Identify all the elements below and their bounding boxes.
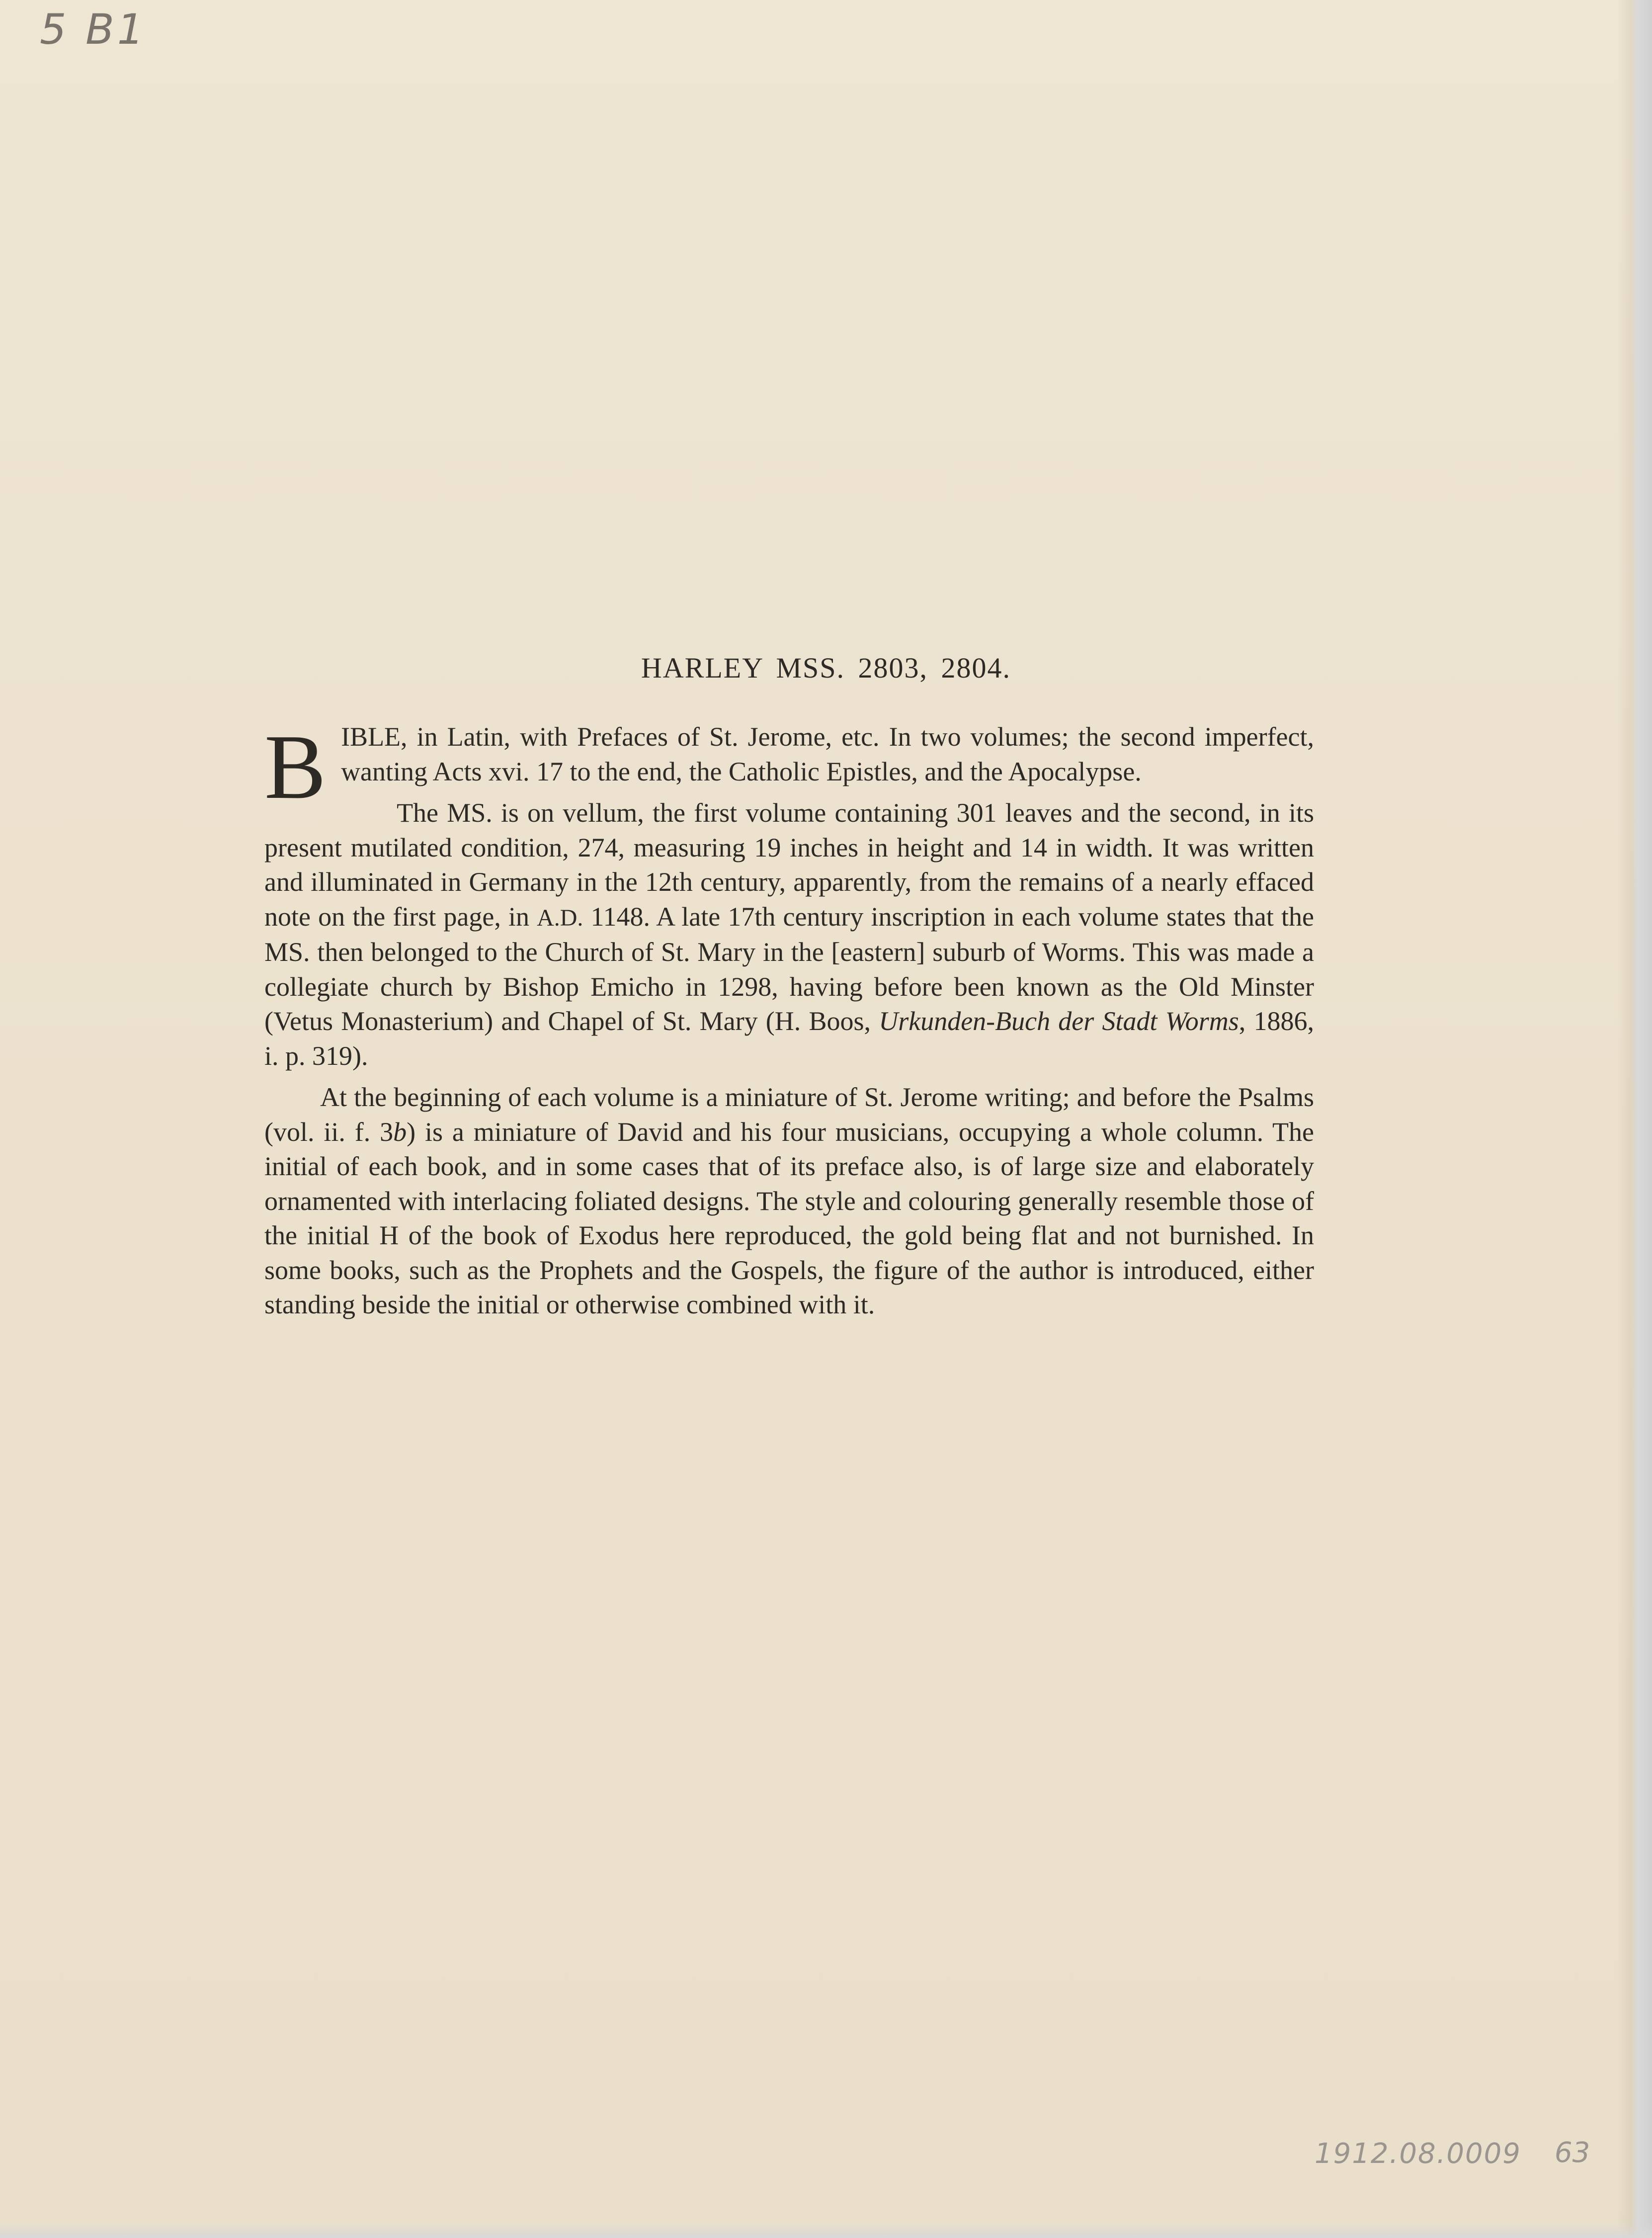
paragraph-1-text: IBLE, in Latin, with Prefaces of St. Jerome, etc. In two volumes; the second imperfect, wanting Acts xvi. 17 to the end, the Catholic Epistles, and the Apocalypse. [341,722,1314,786]
citation-title: Urkunden-Buch der Stadt Worms [879,1006,1239,1036]
paragraph-2-text-c: , 1886, i. p. 319). [264,1006,1314,1071]
drop-cap-letter: B [264,716,327,818]
paragraph-2-text-b: 1148. A late 17th century inscription in each volume states that the MS. then belonged to the Church of St. Mary in the [eastern] suburb of Worms. This was made a collegiate church by Bishop Emicho in 1298, having before been known as the Old Minster (Vetus Monasterium) and Chapel of St. Mary (H. Boos, [264,901,1314,1036]
pencil-shelf-mark: 5 B1 [40,5,147,54]
paragraph-3-text-b: ) is a miniature of David and his four musicians, occupying a whole column. The initial of each book, and in some cases that of its preface also, is of large size and elaborately ornamented with interlacing foliated designs. The style and colouring generally resemble those of the initial H of the book of Exodus here reproduced, the gold being flat and not burnished. In some books, such as the Prophets and the Gospels, the figure of the author is introduced, either standing beside the initial or otherwise combined with it. [264,1117,1314,1319]
pencil-page-number: 63 [1555,2137,1590,2169]
era-abbreviation: A.D. [537,904,583,931]
paragraph-3-text-a: At the beginning of each volume is a miniature of St. Jerome writing; and before the Psalms (vol. ii. f. 3 [264,1082,1314,1147]
document-title: HARLEY MSS. 2803, 2804. [641,652,1011,684]
folio-suffix: b [393,1117,407,1147]
page-bottom-shadow [0,2223,1652,2238]
paragraph-2 [264,796,1314,1073]
paragraph-1 [264,716,1314,818]
pencil-accession-number: 1912.08.0009 [1315,2138,1521,2170]
page-edge-shadow [1617,0,1652,2238]
paragraph-2-text-a: The MS. is on vellum, the first volume containing 301 leaves and the second, in its present mutilated condition, 274, measuring 19 inches in height and 14 in width. It was written and illuminated in Germany in the 12th century, apparently, from the remains of a nearly effaced note on the first page, in [264,798,1314,932]
body-text [264,716,1314,1329]
paragraph-3 [264,1080,1314,1322]
